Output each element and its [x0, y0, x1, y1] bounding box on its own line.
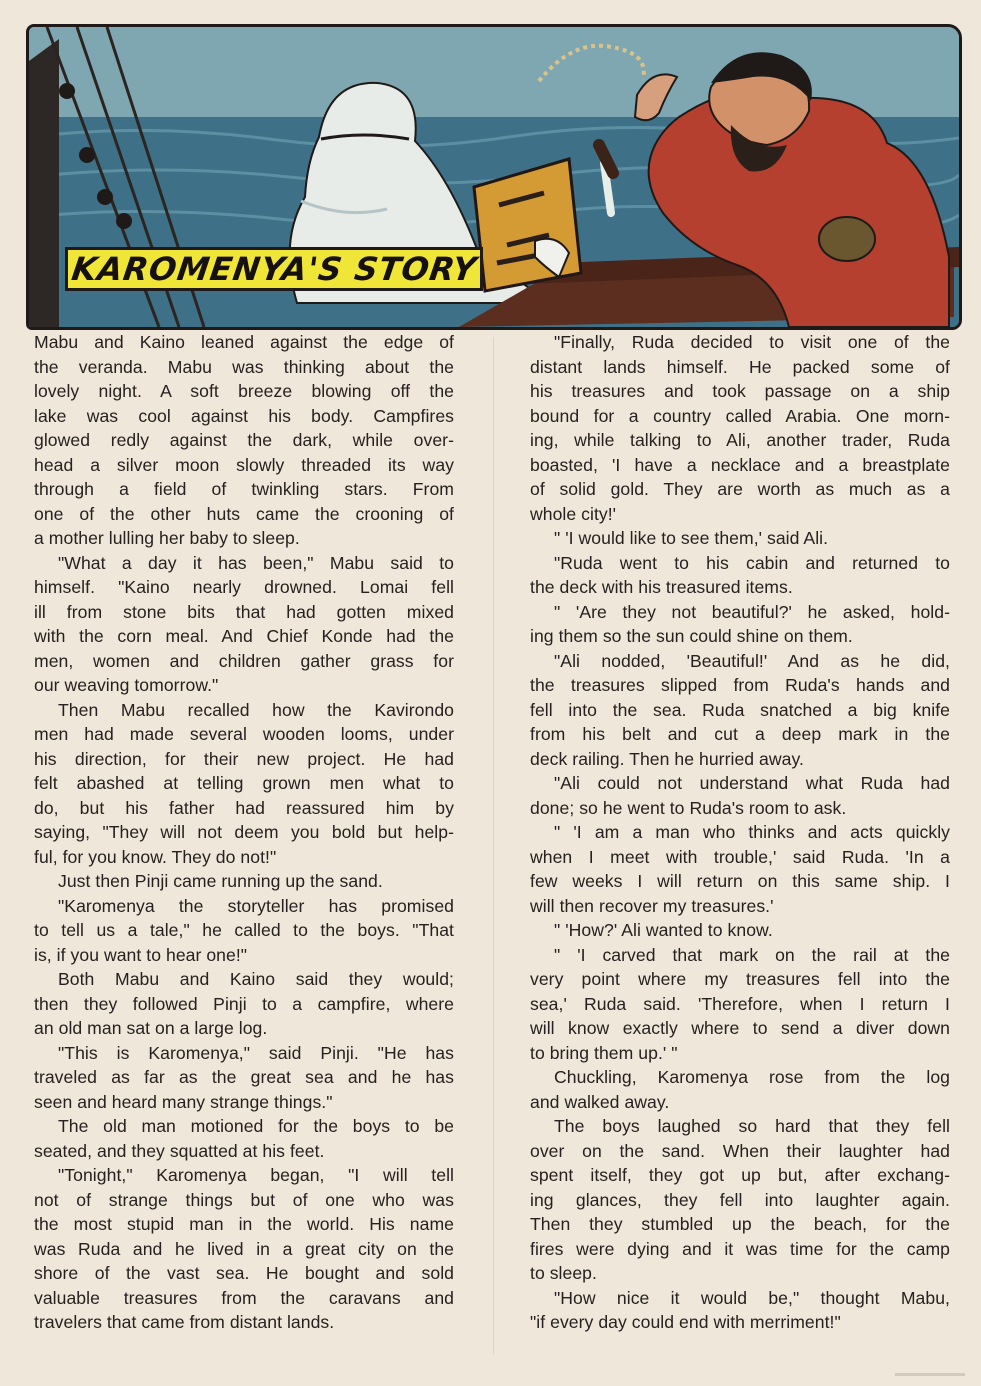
- text-line: a mother lulling her baby to sleep.: [34, 528, 300, 548]
- text-line: "Ali nodded, 'Beautiful!' And as he did,: [554, 650, 950, 671]
- text-line: the veranda. Mabu was thinking about the: [34, 356, 454, 377]
- text-line: glowed redly against the dark, while over-: [34, 430, 454, 450]
- text-line: was Ruda and he lived in a great city on the: [34, 1238, 454, 1259]
- text-line: Then Mabu recalled how the Kavirondo: [58, 699, 454, 720]
- text-line: seated, and they squatted at his feet.: [34, 1140, 325, 1161]
- text-line: saying, "They will not deem you bold but help-: [34, 822, 454, 842]
- story-illustration-panel: [26, 24, 962, 330]
- text-line: the most stupid man in the world. His name: [34, 1214, 454, 1234]
- text-line: "Ruda went to his cabin and returned to: [554, 552, 950, 573]
- text-line: very point where my treasures fell into the: [530, 969, 950, 989]
- text-line: is, if you want to hear one!": [34, 944, 248, 965]
- column-divider: [493, 337, 494, 1355]
- text-line: when I meet with trouble,' said Ruda. 'In a: [530, 846, 950, 867]
- text-line: " 'Are they not beautiful?' he asked, hold-: [554, 601, 950, 622]
- text-line: travelers that came from distant lands.: [34, 1312, 335, 1332]
- page-corner-mark: [895, 1373, 965, 1376]
- text-line: " 'I would like to see them,' said Ali.: [554, 528, 829, 548]
- text-line: "This is Karomenya," said Pinji. "He has: [58, 1042, 454, 1063]
- text-line: himself. "Kaino nearly drowned. Lomai fell: [34, 577, 454, 597]
- text-line: deck railing. Then he hurried away.: [530, 748, 804, 769]
- text-line: Chuckling, Karomenya rose from the log: [554, 1067, 950, 1087]
- text-line: whole city!': [530, 503, 617, 524]
- text-line: traveled as far as the great sea and he has: [34, 1067, 454, 1087]
- text-line: not of strange things but of one who was: [34, 1189, 454, 1210]
- text-line: an old man sat on a large log.: [34, 1018, 268, 1038]
- left-text-column: [34, 330, 454, 1335]
- text-line: "if every day could end with merriment!": [530, 1312, 841, 1332]
- text-line: "What a day it has been," Mabu said to: [58, 552, 454, 573]
- text-line: boasted, 'I have a necklace and a breastplate: [530, 454, 950, 475]
- text-line: ing, while talking to Ali, another trader, Ruda: [530, 430, 950, 450]
- text-line: through a field of twinkling stars. From: [34, 479, 454, 499]
- text-line: from his belt and cut a deep mark in the: [530, 724, 950, 744]
- text-line: The boys laughed so hard that they fell: [554, 1116, 950, 1136]
- text-line: our weaving tomorrow.": [34, 675, 219, 695]
- text-line: seen and heard many strange things.": [34, 1091, 333, 1112]
- text-line: to sleep.: [530, 1263, 597, 1283]
- text-line: Both Mabu and Kaino said they would;: [58, 969, 454, 989]
- text-line: done; so he went to Ruda's room to ask.: [530, 797, 847, 818]
- text-line: ill from stone bits that had gotten mixed: [34, 601, 454, 622]
- text-line: "How nice it would be," thought Mabu,: [554, 1287, 950, 1308]
- text-line: do, but his father had reassured him by: [34, 797, 454, 818]
- text-line: men had made several wooden looms, under: [34, 724, 454, 744]
- right-text-column: [530, 330, 950, 1335]
- text-line: lovely night. A soft breeze blowing off the: [34, 381, 454, 401]
- text-line: fires were dying and it was time for the camp: [530, 1238, 950, 1259]
- text-line: to tell us a tale," he called to the boys. "That: [34, 920, 454, 940]
- text-line: his treasures and took passage on a ship: [530, 381, 950, 401]
- story-title-banner: [65, 247, 483, 291]
- text-line: will then recover my treasures.': [530, 895, 774, 916]
- text-line: "Tonight," Karomenya began, "I will tell: [58, 1165, 454, 1185]
- text-line: ful, for you know. They do not!": [34, 846, 277, 867]
- text-line: then they followed Pinji to a campfire, where: [34, 993, 454, 1014]
- text-line: shore of the vast sea. He bought and sold: [34, 1263, 454, 1283]
- text-line: head a silver moon slowly threaded its way: [34, 454, 454, 475]
- text-line: valuable treasures from the caravans and: [34, 1287, 454, 1308]
- text-line: spent itself, they got up but, after exchang-: [530, 1165, 950, 1185]
- text-line: sea,' Ruda said. 'Therefore, when I return I: [530, 993, 950, 1014]
- text-line: to bring them up.' ": [530, 1042, 678, 1063]
- text-line: Just then Pinji came running up the sand.: [58, 871, 383, 891]
- text-line: with the corn meal. And Chief Konde had the: [34, 626, 454, 646]
- text-line: of solid gold. They are worth as much as a: [530, 479, 950, 499]
- text-line: Then they stumbled up the beach, for the: [530, 1214, 950, 1234]
- text-line: " 'I carved that mark on the rail at the: [554, 944, 950, 965]
- text-line: one of the other huts came the crooning of: [34, 503, 454, 524]
- text-line: the deck with his treasured items.: [530, 577, 793, 597]
- text-line: over on the sand. When their laughter had: [530, 1140, 950, 1161]
- text-line: "Karomenya the storyteller has promised: [58, 895, 454, 916]
- text-line: will know exactly where to send a diver down: [530, 1018, 950, 1038]
- text-line: fell into the sea. Ruda snatched a big knife: [530, 699, 950, 720]
- text-line: and walked away.: [530, 1091, 670, 1112]
- text-line: his direction, for their new project. He had: [34, 748, 454, 769]
- text-line: "Finally, Ruda decided to visit one of the: [554, 332, 950, 352]
- text-line: " 'I am a man who thinks and acts quickly: [554, 822, 950, 842]
- text-line: ing glances, they fell into laughter again.: [530, 1189, 950, 1210]
- text-line: the treasures slipped from Ruda's hands and: [530, 675, 950, 695]
- text-line: ing them so the sun could shine on them.: [530, 626, 853, 646]
- text-line: bound for a country called Arabia. One morn-: [530, 405, 950, 426]
- text-line: distant lands himself. He packed some of: [530, 356, 950, 377]
- text-line: men, women and children gather grass for: [34, 650, 454, 671]
- text-line: The old man motioned for the boys to be: [58, 1116, 454, 1136]
- text-line: Mabu and Kaino leaned against the edge of: [34, 332, 454, 352]
- story-title: KAROMENYA'S STORY: [68, 250, 480, 288]
- text-line: felt abashed at telling grown men what to: [34, 773, 454, 793]
- text-line: few weeks I will return on this same ship. I: [530, 871, 950, 891]
- text-line: " 'How?' Ali wanted to know.: [554, 920, 773, 940]
- text-line: lake was cool against his body. Campfires: [34, 405, 454, 426]
- text-line: "Ali could not understand what Ruda had: [554, 773, 950, 793]
